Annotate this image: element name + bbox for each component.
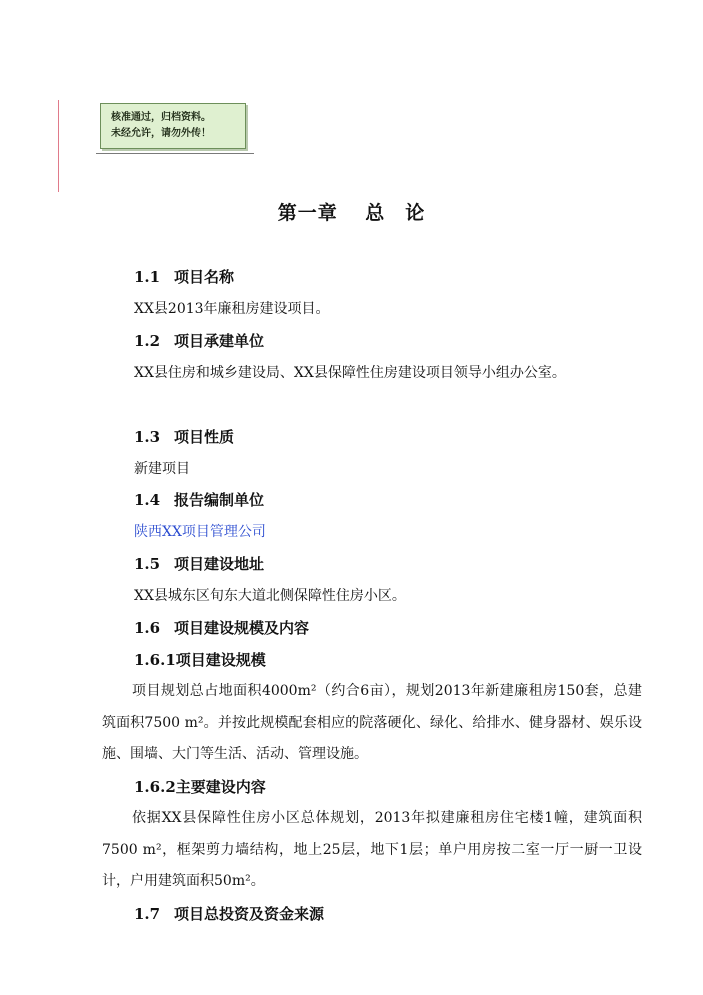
approval-stamp xyxy=(100,103,246,149)
section-number: 1.5 xyxy=(134,555,161,573)
section-number: 1.2 xyxy=(134,332,161,350)
subsection-heading: 1.6.1项目建设规模 xyxy=(134,651,266,669)
section-number: 1.1 xyxy=(134,268,161,286)
section-number: 1.7 xyxy=(134,905,161,923)
section-text: XX县住房和城乡建设局、XX县保障性住房建设项目领导小组办公室。 xyxy=(134,365,566,381)
section-text: XX县城东区旬东大道北侧保障性住房小区。 xyxy=(134,588,406,604)
section-heading xyxy=(134,426,234,447)
section-heading xyxy=(134,903,324,924)
section-title: 项目建设地址 xyxy=(174,555,265,573)
section-heading xyxy=(134,553,264,574)
stamp-line-2: 未经允许，请勿外传！ xyxy=(111,128,211,139)
section-heading xyxy=(134,266,234,287)
section-title: 项目总投资及资金来源 xyxy=(174,905,325,923)
section-title: 项目建设规模及内容 xyxy=(174,619,310,637)
section-heading xyxy=(134,489,264,510)
section-title: 项目名称 xyxy=(174,268,235,286)
stamp-divider xyxy=(96,153,254,154)
section-title: 项目承建单位 xyxy=(174,332,265,350)
margin-marker-line xyxy=(58,100,59,192)
section-title: 项目性质 xyxy=(174,428,235,446)
section-heading xyxy=(134,330,264,351)
section-number: 1.6 xyxy=(134,619,161,637)
section-number: 1.4 xyxy=(134,491,161,509)
section-number: 1.3 xyxy=(134,428,161,446)
chapter-title: 第一章 总 论 xyxy=(277,202,426,224)
stamp-line-1: 核准通过，归档资料。 xyxy=(111,112,211,123)
section-text: XX县2013年廉租房建设项目。 xyxy=(134,301,330,317)
section-title: 报告编制单位 xyxy=(174,491,265,509)
subsection-paragraph: 项目规划总占地面积4000m²（约合6亩），规划2013年新建廉租房150套，总建筑面积7500 m²。并按此规模配套相应的院落硬化、绿化、给排水、健身器材、娱乐设施、围墙、大门等生活、活动、管理设施。 xyxy=(102,683,642,762)
report-company-link[interactable]: 陕西XX项目管理公司 xyxy=(134,524,266,540)
section-text: 新建项目 xyxy=(134,461,190,477)
subsection-paragraph: 依据XX县保障性住房小区总体规划，2013年拟建廉租房住宅楼1幢，建筑面积7500 m²，框架剪力墙结构，地上25层，地下1层；单户用房按二室一厅一厨一卫设计，户用建筑面积50m²。 xyxy=(102,810,642,889)
section-heading xyxy=(134,617,309,638)
subsection-heading: 1.6.2主要建设内容 xyxy=(134,778,266,796)
